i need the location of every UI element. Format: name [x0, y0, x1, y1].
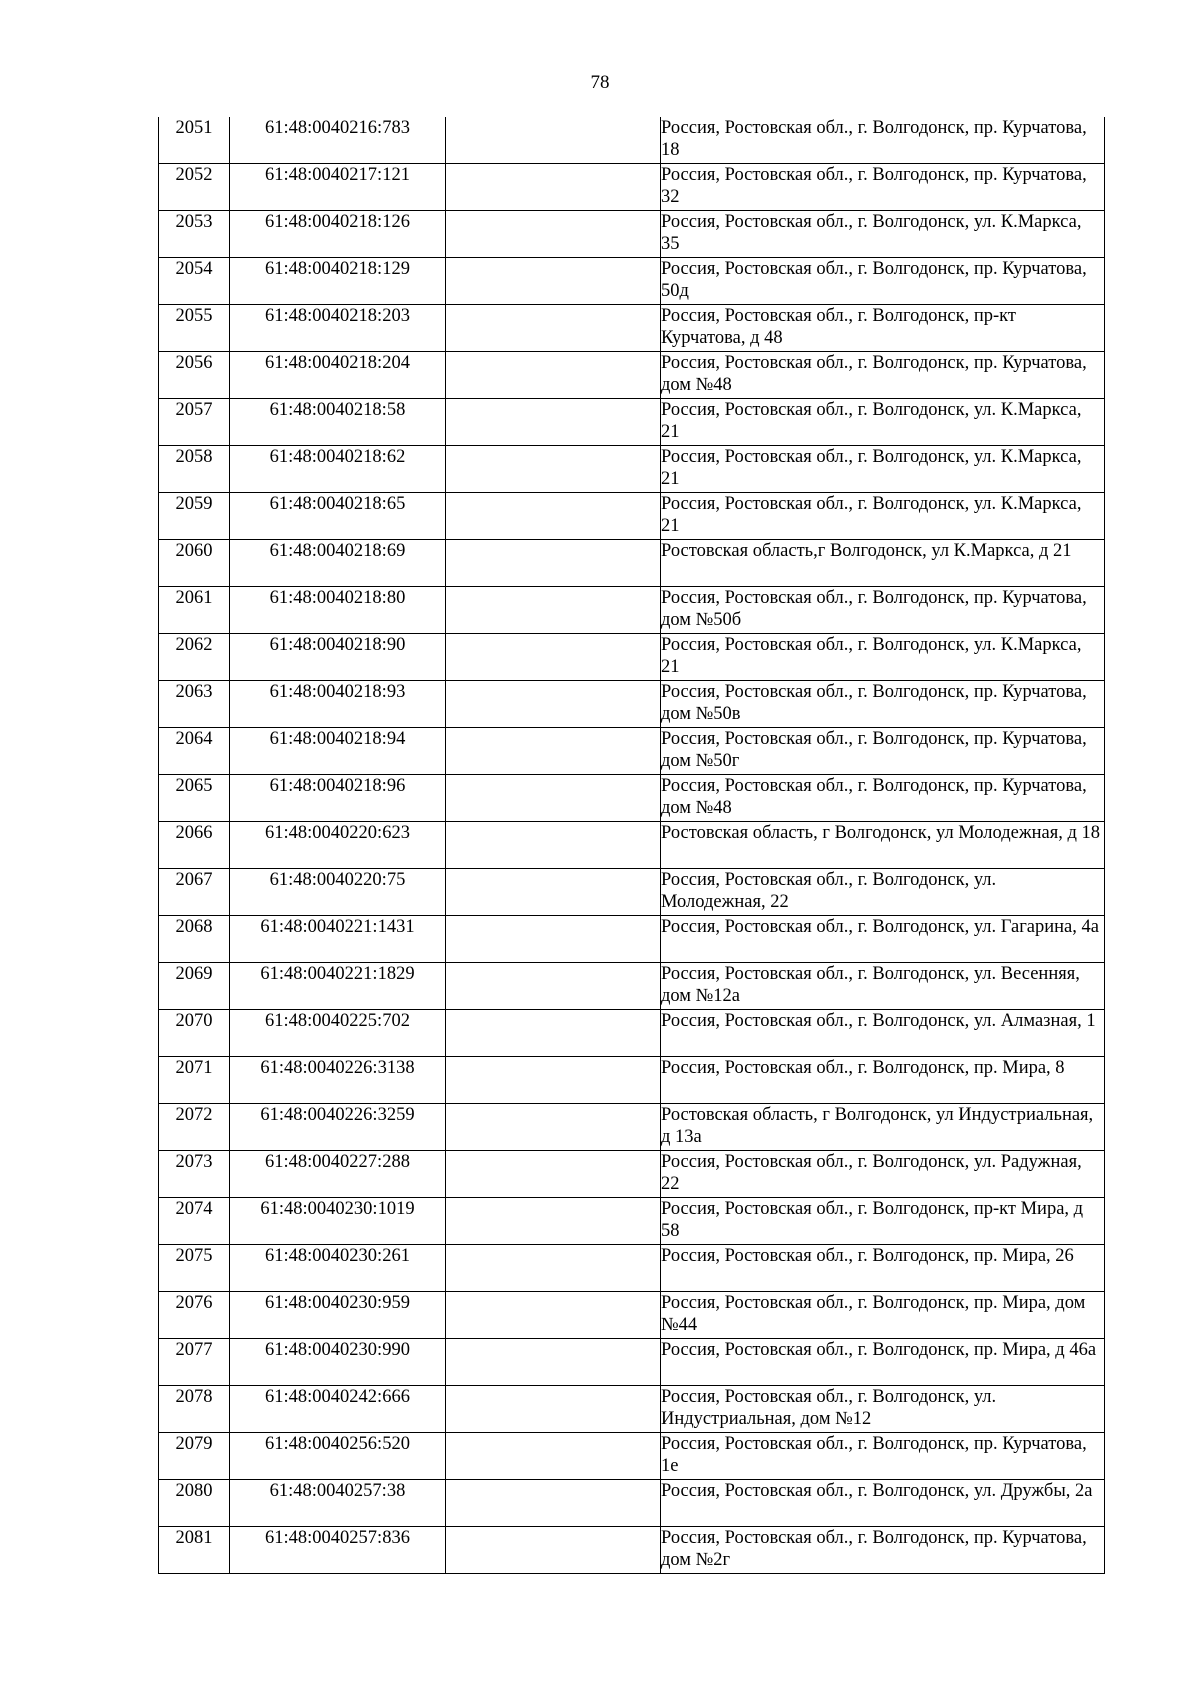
table-row — [159, 1151, 1105, 1198]
cadastral-number-cell: 61:48:0040218:129 — [230, 258, 446, 305]
empty-cell — [446, 446, 661, 493]
address-cell: Ростовская область, г Волгодонск, ул Индустриальная, д 13а — [661, 1104, 1105, 1151]
cadastral-number-cell: 61:48:0040218:204 — [230, 352, 446, 399]
address-cell: Россия, Ростовская обл., г. Волгодонск, ул. Алмазная, 1 — [661, 1010, 1105, 1057]
table-row — [159, 1104, 1105, 1151]
empty-cell — [446, 305, 661, 352]
address-cell: Россия, Ростовская обл., г. Волгодонск, пр. Курчатова, 1е — [661, 1433, 1105, 1480]
cadastral-number-cell: 61:48:0040226:3259 — [230, 1104, 446, 1151]
cadastral-number-cell: 61:48:0040221:1431 — [230, 916, 446, 963]
registry-table — [158, 117, 1105, 1574]
address-cell: Россия, Ростовская обл., г. Волгодонск, пр. Мира, 26 — [661, 1245, 1105, 1292]
table-row — [159, 164, 1105, 211]
table-row — [159, 634, 1105, 681]
row-number-cell: 2064 — [159, 728, 230, 775]
empty-cell — [446, 822, 661, 869]
cadastral-number-cell: 61:48:0040230:1019 — [230, 1198, 446, 1245]
address-cell: Россия, Ростовская обл., г. Волгодонск, ул. К.Маркса, 21 — [661, 493, 1105, 540]
empty-cell — [446, 1480, 661, 1527]
table-row — [159, 446, 1105, 493]
address-cell: Россия, Ростовская обл., г. Волгодонск, пр. Мира, 8 — [661, 1057, 1105, 1104]
empty-cell — [446, 117, 661, 164]
table-row — [159, 775, 1105, 822]
row-number-cell: 2051 — [159, 117, 230, 164]
cadastral-number-cell: 61:48:0040218:69 — [230, 540, 446, 587]
address-cell: Россия, Ростовская обл., г. Волгодонск, пр. Мира, д 46а — [661, 1339, 1105, 1386]
address-cell: Ростовская область, г Волгодонск, ул Молодежная, д 18 — [661, 822, 1105, 869]
address-cell: Россия, Ростовская обл., г. Волгодонск, пр. Курчатова, дом №50б — [661, 587, 1105, 634]
table-row — [159, 399, 1105, 446]
empty-cell — [446, 1339, 661, 1386]
row-number-cell: 2076 — [159, 1292, 230, 1339]
cadastral-number-cell: 61:48:0040225:702 — [230, 1010, 446, 1057]
table-row — [159, 916, 1105, 963]
cadastral-number-cell: 61:48:0040226:3138 — [230, 1057, 446, 1104]
table-row — [159, 540, 1105, 587]
row-number-cell: 2062 — [159, 634, 230, 681]
address-cell: Россия, Ростовская обл., г. Волгодонск, пр. Курчатова, дом №48 — [661, 352, 1105, 399]
row-number-cell: 2081 — [159, 1527, 230, 1574]
address-cell: Ростовская область,г Волгодонск, ул К.Маркса, д 21 — [661, 540, 1105, 587]
empty-cell — [446, 1386, 661, 1433]
table-row — [159, 1480, 1105, 1527]
cadastral-number-cell: 61:48:0040218:94 — [230, 728, 446, 775]
empty-cell — [446, 869, 661, 916]
empty-cell — [446, 587, 661, 634]
cadastral-number-cell: 61:48:0040217:121 — [230, 164, 446, 211]
cadastral-number-cell: 61:48:0040218:93 — [230, 681, 446, 728]
address-cell: Россия, Ростовская обл., г. Волгодонск, пр-кт Курчатова, д 48 — [661, 305, 1105, 352]
empty-cell — [446, 1057, 661, 1104]
row-number-cell: 2070 — [159, 1010, 230, 1057]
row-number-cell: 2065 — [159, 775, 230, 822]
empty-cell — [446, 258, 661, 305]
empty-cell — [446, 211, 661, 258]
empty-cell — [446, 1104, 661, 1151]
table-row — [159, 305, 1105, 352]
address-cell: Россия, Ростовская обл., г. Волгодонск, ул. Гагарина, 4а — [661, 916, 1105, 963]
address-cell: Россия, Ростовская обл., г. Волгодонск, ул. К.Маркса, 35 — [661, 211, 1105, 258]
empty-cell — [446, 1292, 661, 1339]
empty-cell — [446, 493, 661, 540]
row-number-cell: 2066 — [159, 822, 230, 869]
empty-cell — [446, 916, 661, 963]
empty-cell — [446, 352, 661, 399]
table-row — [159, 1198, 1105, 1245]
table-row — [159, 869, 1105, 916]
row-number-cell: 2079 — [159, 1433, 230, 1480]
cadastral-number-cell: 61:48:0040218:96 — [230, 775, 446, 822]
registry-table-body — [159, 117, 1105, 1574]
cadastral-number-cell: 61:48:0040230:959 — [230, 1292, 446, 1339]
cadastral-number-cell: 61:48:0040257:836 — [230, 1527, 446, 1574]
address-cell: Россия, Ростовская обл., г. Волгодонск, ул. К.Маркса, 21 — [661, 634, 1105, 681]
table-row — [159, 728, 1105, 775]
row-number-cell: 2077 — [159, 1339, 230, 1386]
address-cell: Россия, Ростовская обл., г. Волгодонск, пр. Курчатова, 50д — [661, 258, 1105, 305]
empty-cell — [446, 1151, 661, 1198]
table-row — [159, 963, 1105, 1010]
table-row — [159, 1057, 1105, 1104]
cadastral-number-cell: 61:48:0040218:80 — [230, 587, 446, 634]
cadastral-number-cell: 61:48:0040257:38 — [230, 1480, 446, 1527]
address-cell: Россия, Ростовская обл., г. Волгодонск, пр. Курчатова, 32 — [661, 164, 1105, 211]
empty-cell — [446, 1245, 661, 1292]
row-number-cell: 2063 — [159, 681, 230, 728]
empty-cell — [446, 775, 661, 822]
address-cell: Россия, Ростовская обл., г. Волгодонск, ул. Молодежная, 22 — [661, 869, 1105, 916]
cadastral-number-cell: 61:48:0040218:58 — [230, 399, 446, 446]
row-number-cell: 2058 — [159, 446, 230, 493]
empty-cell — [446, 1198, 661, 1245]
address-cell: Россия, Ростовская обл., г. Волгодонск, пр-кт Мира, д 58 — [661, 1198, 1105, 1245]
address-cell: Россия, Ростовская обл., г. Волгодонск, пр. Курчатова, 18 — [661, 117, 1105, 164]
address-cell: Россия, Ростовская обл., г. Волгодонск, ул. К.Маркса, 21 — [661, 399, 1105, 446]
row-number-cell: 2067 — [159, 869, 230, 916]
table-row — [159, 1245, 1105, 1292]
empty-cell — [446, 164, 661, 211]
table-row — [159, 258, 1105, 305]
cadastral-number-cell: 61:48:0040218:203 — [230, 305, 446, 352]
cadastral-number-cell: 61:48:0040230:261 — [230, 1245, 446, 1292]
row-number-cell: 2060 — [159, 540, 230, 587]
address-cell: Россия, Ростовская обл., г. Волгодонск, ул. Весенняя, дом №12а — [661, 963, 1105, 1010]
row-number-cell: 2069 — [159, 963, 230, 1010]
cadastral-number-cell: 61:48:0040218:65 — [230, 493, 446, 540]
address-cell: Россия, Ростовская обл., г. Волгодонск, ул. К.Маркса, 21 — [661, 446, 1105, 493]
cadastral-number-cell: 61:48:0040220:623 — [230, 822, 446, 869]
empty-cell — [446, 1433, 661, 1480]
table-row — [159, 1339, 1105, 1386]
row-number-cell: 2073 — [159, 1151, 230, 1198]
table-row — [159, 1527, 1105, 1574]
empty-cell — [446, 728, 661, 775]
row-number-cell: 2055 — [159, 305, 230, 352]
cadastral-number-cell: 61:48:0040220:75 — [230, 869, 446, 916]
address-cell: Россия, Ростовская обл., г. Волгодонск, ул. Индустриальная, дом №12 — [661, 1386, 1105, 1433]
cadastral-number-cell: 61:48:0040256:520 — [230, 1433, 446, 1480]
row-number-cell: 2080 — [159, 1480, 230, 1527]
row-number-cell: 2056 — [159, 352, 230, 399]
row-number-cell: 2072 — [159, 1104, 230, 1151]
cadastral-number-cell: 61:48:0040221:1829 — [230, 963, 446, 1010]
cadastral-number-cell: 61:48:0040227:288 — [230, 1151, 446, 1198]
address-cell: Россия, Ростовская обл., г. Волгодонск, ул. Радужная, 22 — [661, 1151, 1105, 1198]
cadastral-number-cell: 61:48:0040242:666 — [230, 1386, 446, 1433]
table-row — [159, 1010, 1105, 1057]
table-row — [159, 493, 1105, 540]
table-row — [159, 1292, 1105, 1339]
empty-cell — [446, 681, 661, 728]
address-cell: Россия, Ростовская обл., г. Волгодонск, пр. Курчатова, дом №50г — [661, 728, 1105, 775]
row-number-cell: 2075 — [159, 1245, 230, 1292]
page-number: 78 — [590, 72, 610, 93]
row-number-cell: 2071 — [159, 1057, 230, 1104]
cadastral-number-cell: 61:48:0040216:783 — [230, 117, 446, 164]
table-row — [159, 1433, 1105, 1480]
row-number-cell: 2052 — [159, 164, 230, 211]
cadastral-number-cell: 61:48:0040218:126 — [230, 211, 446, 258]
address-cell: Россия, Ростовская обл., г. Волгодонск, пр. Курчатова, дом №2г — [661, 1527, 1105, 1574]
table-row — [159, 822, 1105, 869]
row-number-cell: 2074 — [159, 1198, 230, 1245]
cadastral-number-cell: 61:48:0040218:90 — [230, 634, 446, 681]
empty-cell — [446, 399, 661, 446]
empty-cell — [446, 1010, 661, 1057]
table-row — [159, 211, 1105, 258]
table-row — [159, 587, 1105, 634]
address-cell: Россия, Ростовская обл., г. Волгодонск, пр. Курчатова, дом №50в — [661, 681, 1105, 728]
table-row — [159, 1386, 1105, 1433]
row-number-cell: 2054 — [159, 258, 230, 305]
empty-cell — [446, 963, 661, 1010]
row-number-cell: 2061 — [159, 587, 230, 634]
row-number-cell: 2053 — [159, 211, 230, 258]
empty-cell — [446, 634, 661, 681]
address-cell: Россия, Ростовская обл., г. Волгодонск, пр. Мира, дом №44 — [661, 1292, 1105, 1339]
row-number-cell: 2078 — [159, 1386, 230, 1433]
cadastral-number-cell: 61:48:0040218:62 — [230, 446, 446, 493]
row-number-cell: 2059 — [159, 493, 230, 540]
address-cell: Россия, Ростовская обл., г. Волгодонск, пр. Курчатова, дом №48 — [661, 775, 1105, 822]
address-cell: Россия, Ростовская обл., г. Волгодонск, ул. Дружбы, 2а — [661, 1480, 1105, 1527]
row-number-cell: 2057 — [159, 399, 230, 446]
table-row — [159, 681, 1105, 728]
cadastral-number-cell: 61:48:0040230:990 — [230, 1339, 446, 1386]
empty-cell — [446, 1527, 661, 1574]
empty-cell — [446, 540, 661, 587]
table-row — [159, 352, 1105, 399]
row-number-cell: 2068 — [159, 916, 230, 963]
table-row — [159, 117, 1105, 164]
